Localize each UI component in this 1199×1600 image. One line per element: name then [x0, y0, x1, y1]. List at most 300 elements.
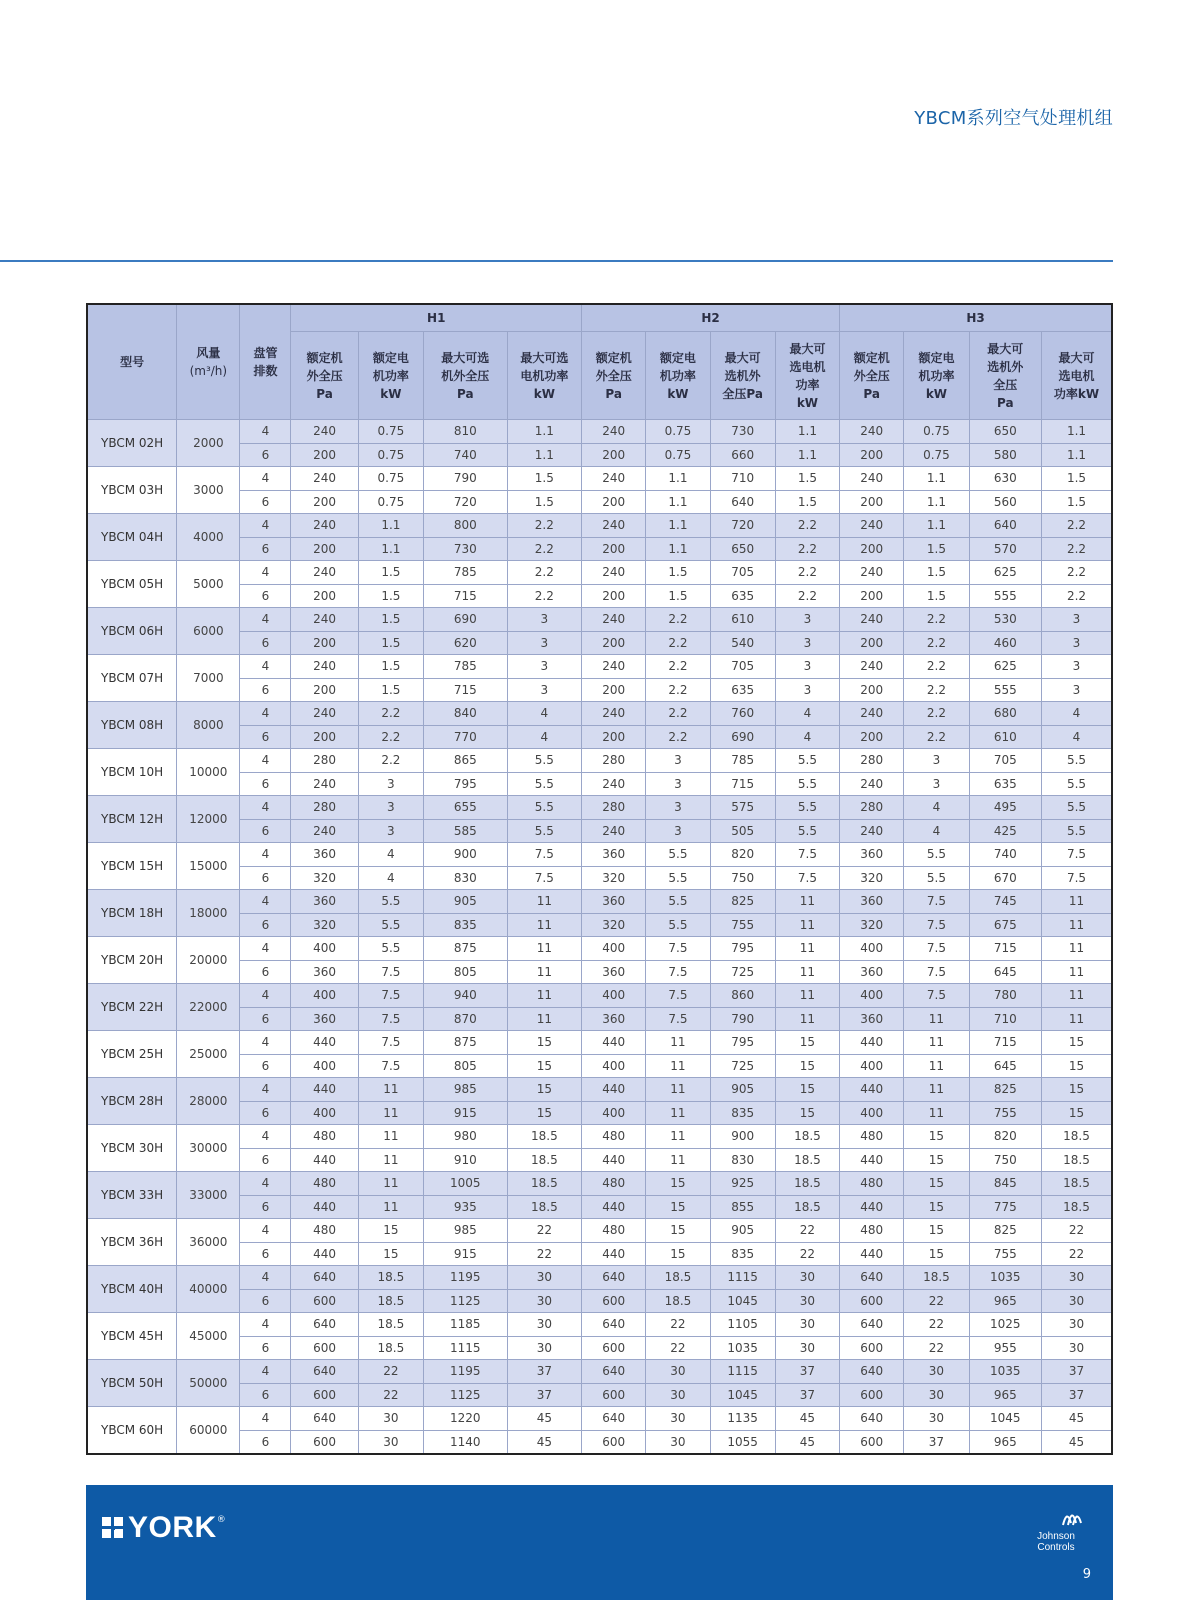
- value-cell: 11: [646, 1148, 710, 1172]
- value-cell: 240: [291, 702, 358, 726]
- value-cell: 935: [424, 1195, 508, 1219]
- value-cell: 240: [291, 420, 358, 444]
- value-cell: 3: [775, 678, 839, 702]
- coil-rows-cell: 6: [240, 1242, 291, 1266]
- value-cell: 630: [969, 467, 1041, 491]
- value-cell: 240: [840, 819, 904, 843]
- value-cell: 3: [1041, 631, 1112, 655]
- value-cell: 200: [582, 631, 646, 655]
- value-cell: 3: [775, 631, 839, 655]
- value-cell: 2.2: [646, 702, 710, 726]
- table-row: [87, 1219, 1112, 1243]
- value-cell: 570: [969, 537, 1041, 561]
- airflow-cell: 8000: [177, 702, 240, 749]
- value-cell: 440: [291, 1031, 358, 1055]
- value-cell: 11: [507, 960, 581, 984]
- value-cell: 240: [582, 702, 646, 726]
- value-cell: 30: [1041, 1336, 1112, 1360]
- header-group-h3: H3: [840, 304, 1112, 332]
- value-cell: 480: [582, 1172, 646, 1196]
- header-h2-col-3: 最大可 选机外 全压Pa: [710, 332, 775, 420]
- model-cell: YBCM 07H: [87, 655, 177, 702]
- value-cell: 820: [710, 843, 775, 867]
- value-cell: 18.5: [1041, 1172, 1112, 1196]
- value-cell: 870: [424, 1007, 508, 1031]
- value-cell: 11: [1041, 913, 1112, 937]
- value-cell: 200: [840, 584, 904, 608]
- value-cell: 1115: [710, 1266, 775, 1290]
- value-cell: 7.5: [358, 960, 423, 984]
- value-cell: 1.5: [358, 678, 423, 702]
- value-cell: 15: [904, 1148, 969, 1172]
- value-cell: 1.5: [646, 584, 710, 608]
- value-cell: 640: [840, 1266, 904, 1290]
- coil-rows-cell: 6: [240, 1148, 291, 1172]
- value-cell: 955: [969, 1336, 1041, 1360]
- value-cell: 37: [775, 1360, 839, 1384]
- model-cell: YBCM 08H: [87, 702, 177, 749]
- value-cell: 11: [775, 984, 839, 1008]
- value-cell: 1.5: [507, 490, 581, 514]
- value-cell: 30: [904, 1360, 969, 1384]
- table-row: [87, 631, 1112, 655]
- value-cell: 0.75: [358, 443, 423, 467]
- value-cell: 18.5: [775, 1148, 839, 1172]
- value-cell: 11: [358, 1101, 423, 1125]
- value-cell: 11: [1041, 1007, 1112, 1031]
- value-cell: 740: [969, 843, 1041, 867]
- value-cell: 4: [904, 819, 969, 843]
- value-cell: 1.1: [358, 537, 423, 561]
- value-cell: 710: [710, 467, 775, 491]
- value-cell: 1035: [710, 1336, 775, 1360]
- coil-rows-cell: 6: [240, 1430, 291, 1454]
- value-cell: 795: [710, 1031, 775, 1055]
- value-cell: 18.5: [507, 1125, 581, 1149]
- value-cell: 2.2: [646, 678, 710, 702]
- value-cell: 2.2: [358, 749, 423, 773]
- value-cell: 2.2: [775, 584, 839, 608]
- value-cell: 750: [710, 866, 775, 890]
- value-cell: 15: [507, 1031, 581, 1055]
- value-cell: 900: [710, 1125, 775, 1149]
- value-cell: 3: [904, 749, 969, 773]
- value-cell: 830: [710, 1148, 775, 1172]
- value-cell: 865: [424, 749, 508, 773]
- value-cell: 795: [710, 937, 775, 961]
- airflow-cell: 18000: [177, 890, 240, 937]
- value-cell: 15: [904, 1219, 969, 1243]
- value-cell: 835: [710, 1242, 775, 1266]
- value-cell: 425: [969, 819, 1041, 843]
- value-cell: 15: [646, 1219, 710, 1243]
- value-cell: 635: [710, 584, 775, 608]
- value-cell: 11: [775, 960, 839, 984]
- header-h1-col-3: 最大可选 机外全压 Pa: [424, 332, 508, 420]
- value-cell: 240: [840, 655, 904, 679]
- coil-rows-cell: 4: [240, 608, 291, 632]
- value-cell: 320: [582, 866, 646, 890]
- table-row: [87, 843, 1112, 867]
- value-cell: 15: [507, 1054, 581, 1078]
- model-cell: YBCM 50H: [87, 1360, 177, 1407]
- value-cell: 4: [507, 702, 581, 726]
- table-row: [87, 1007, 1112, 1031]
- value-cell: 830: [424, 866, 508, 890]
- value-cell: 600: [291, 1336, 358, 1360]
- value-cell: 18.5: [358, 1313, 423, 1337]
- value-cell: 1.5: [775, 490, 839, 514]
- value-cell: 835: [424, 913, 508, 937]
- value-cell: 965: [969, 1289, 1041, 1313]
- value-cell: 30: [646, 1430, 710, 1454]
- value-cell: 15: [904, 1242, 969, 1266]
- table-row: [87, 608, 1112, 632]
- value-cell: 5.5: [358, 913, 423, 937]
- coil-rows-cell: 4: [240, 1078, 291, 1102]
- value-cell: 555: [969, 584, 1041, 608]
- value-cell: 2.2: [904, 725, 969, 749]
- model-cell: YBCM 45H: [87, 1313, 177, 1360]
- value-cell: 580: [969, 443, 1041, 467]
- value-cell: 11: [358, 1125, 423, 1149]
- value-cell: 360: [840, 890, 904, 914]
- value-cell: 1.5: [904, 561, 969, 585]
- value-cell: 18.5: [1041, 1148, 1112, 1172]
- value-cell: 30: [507, 1336, 581, 1360]
- model-cell: YBCM 28H: [87, 1078, 177, 1125]
- value-cell: 11: [358, 1172, 423, 1196]
- value-cell: 11: [358, 1078, 423, 1102]
- value-cell: 400: [582, 937, 646, 961]
- value-cell: 440: [582, 1031, 646, 1055]
- value-cell: 985: [424, 1078, 508, 1102]
- value-cell: 1045: [710, 1289, 775, 1313]
- value-cell: 7.5: [646, 1007, 710, 1031]
- value-cell: 7.5: [358, 1007, 423, 1031]
- value-cell: 1035: [969, 1360, 1041, 1384]
- value-cell: 940: [424, 984, 508, 1008]
- header-divider: [0, 260, 1113, 262]
- value-cell: 37: [507, 1383, 581, 1407]
- value-cell: 37: [775, 1383, 839, 1407]
- spec-table: [86, 303, 1113, 1455]
- value-cell: 30: [1041, 1313, 1112, 1337]
- value-cell: 910: [424, 1148, 508, 1172]
- value-cell: 440: [291, 1148, 358, 1172]
- header-airflow: 风量 (m³/h): [177, 304, 240, 420]
- value-cell: 15: [1041, 1054, 1112, 1078]
- value-cell: 200: [840, 678, 904, 702]
- value-cell: 11: [775, 890, 839, 914]
- value-cell: 440: [582, 1242, 646, 1266]
- model-cell: YBCM 06H: [87, 608, 177, 655]
- value-cell: 200: [582, 537, 646, 561]
- value-cell: 715: [710, 772, 775, 796]
- value-cell: 360: [582, 960, 646, 984]
- page-number: 9: [1082, 1567, 1091, 1582]
- value-cell: 905: [424, 890, 508, 914]
- value-cell: 11: [904, 1054, 969, 1078]
- value-cell: 600: [582, 1336, 646, 1360]
- value-cell: 200: [840, 537, 904, 561]
- header-h2-col-1: 额定机 外全压 Pa: [582, 332, 646, 420]
- value-cell: 0.75: [646, 420, 710, 444]
- value-cell: 5.5: [775, 772, 839, 796]
- value-cell: 22: [358, 1383, 423, 1407]
- value-cell: 11: [358, 1148, 423, 1172]
- airflow-cell: 7000: [177, 655, 240, 702]
- value-cell: 905: [710, 1078, 775, 1102]
- header-coil-rows: 盘管 排数: [240, 304, 291, 420]
- value-cell: 2.2: [775, 514, 839, 538]
- airflow-cell: 45000: [177, 1313, 240, 1360]
- value-cell: 820: [969, 1125, 1041, 1149]
- airflow-cell: 12000: [177, 796, 240, 843]
- value-cell: 4: [1041, 702, 1112, 726]
- value-cell: 715: [969, 937, 1041, 961]
- model-cell: YBCM 18H: [87, 890, 177, 937]
- value-cell: 4: [775, 725, 839, 749]
- value-cell: 0.75: [646, 443, 710, 467]
- value-cell: 22: [646, 1336, 710, 1360]
- value-cell: 825: [969, 1078, 1041, 1102]
- value-cell: 1.1: [1041, 443, 1112, 467]
- value-cell: 600: [291, 1289, 358, 1313]
- value-cell: 5.5: [904, 866, 969, 890]
- value-cell: 3: [358, 772, 423, 796]
- value-cell: 460: [969, 631, 1041, 655]
- model-cell: YBCM 22H: [87, 984, 177, 1031]
- airflow-cell: 5000: [177, 561, 240, 608]
- value-cell: 0.75: [358, 420, 423, 444]
- value-cell: 15: [507, 1101, 581, 1125]
- value-cell: 0.75: [358, 490, 423, 514]
- table-row: [87, 819, 1112, 843]
- value-cell: 280: [291, 796, 358, 820]
- value-cell: 30: [1041, 1266, 1112, 1290]
- airflow-cell: 60000: [177, 1407, 240, 1455]
- value-cell: 600: [840, 1430, 904, 1454]
- value-cell: 1.5: [358, 655, 423, 679]
- value-cell: 7.5: [358, 984, 423, 1008]
- model-cell: YBCM 60H: [87, 1407, 177, 1455]
- value-cell: 825: [710, 890, 775, 914]
- value-cell: 1005: [424, 1172, 508, 1196]
- value-cell: 7.5: [775, 843, 839, 867]
- value-cell: 645: [969, 960, 1041, 984]
- value-cell: 600: [840, 1336, 904, 1360]
- value-cell: 640: [291, 1313, 358, 1337]
- value-cell: 670: [969, 866, 1041, 890]
- value-cell: 7.5: [646, 937, 710, 961]
- coil-rows-cell: 6: [240, 819, 291, 843]
- york-wordmark: YORK: [128, 1511, 217, 1544]
- value-cell: 555: [969, 678, 1041, 702]
- airflow-cell: 28000: [177, 1078, 240, 1125]
- value-cell: 855: [710, 1195, 775, 1219]
- value-cell: 440: [291, 1242, 358, 1266]
- value-cell: 1.5: [358, 561, 423, 585]
- value-cell: 1.1: [358, 514, 423, 538]
- value-cell: 11: [1041, 960, 1112, 984]
- value-cell: 650: [710, 537, 775, 561]
- value-cell: 610: [710, 608, 775, 632]
- value-cell: 7.5: [904, 890, 969, 914]
- value-cell: 5.5: [358, 937, 423, 961]
- model-cell: YBCM 02H: [87, 420, 177, 467]
- value-cell: 320: [582, 913, 646, 937]
- airflow-cell: 50000: [177, 1360, 240, 1407]
- value-cell: 320: [840, 866, 904, 890]
- value-cell: 760: [710, 702, 775, 726]
- value-cell: 600: [582, 1430, 646, 1454]
- coil-rows-cell: 4: [240, 1172, 291, 1196]
- table-row: [87, 1430, 1112, 1454]
- value-cell: 5.5: [646, 913, 710, 937]
- value-cell: 440: [840, 1031, 904, 1055]
- coil-rows-cell: 4: [240, 796, 291, 820]
- value-cell: 240: [291, 608, 358, 632]
- value-cell: 280: [582, 749, 646, 773]
- value-cell: 1.5: [646, 561, 710, 585]
- value-cell: 200: [840, 443, 904, 467]
- value-cell: 360: [291, 890, 358, 914]
- value-cell: 7.5: [1041, 843, 1112, 867]
- value-cell: 625: [969, 561, 1041, 585]
- coil-rows-cell: 6: [240, 443, 291, 467]
- value-cell: 18.5: [646, 1266, 710, 1290]
- value-cell: 30: [507, 1266, 581, 1290]
- value-cell: 0.75: [904, 443, 969, 467]
- table-row: [87, 1383, 1112, 1407]
- value-cell: 22: [904, 1336, 969, 1360]
- value-cell: 790: [424, 467, 508, 491]
- york-logo: [102, 1511, 226, 1545]
- header-group-h2: H2: [582, 304, 840, 332]
- value-cell: 11: [507, 984, 581, 1008]
- value-cell: 5.5: [904, 843, 969, 867]
- value-cell: 480: [291, 1172, 358, 1196]
- model-cell: YBCM 10H: [87, 749, 177, 796]
- value-cell: 15: [1041, 1031, 1112, 1055]
- table-row: [87, 678, 1112, 702]
- value-cell: 720: [424, 490, 508, 514]
- value-cell: 1045: [969, 1407, 1041, 1431]
- value-cell: 440: [840, 1148, 904, 1172]
- value-cell: 3: [646, 796, 710, 820]
- value-cell: 2.2: [507, 537, 581, 561]
- coil-rows-cell: 6: [240, 1289, 291, 1313]
- value-cell: 795: [424, 772, 508, 796]
- value-cell: 3: [1041, 678, 1112, 702]
- value-cell: 5.5: [507, 796, 581, 820]
- value-cell: 200: [291, 725, 358, 749]
- model-cell: YBCM 40H: [87, 1266, 177, 1313]
- coil-rows-cell: 4: [240, 561, 291, 585]
- value-cell: 1.1: [1041, 420, 1112, 444]
- value-cell: 4: [1041, 725, 1112, 749]
- value-cell: 7.5: [646, 960, 710, 984]
- value-cell: 575: [710, 796, 775, 820]
- value-cell: 1.5: [904, 584, 969, 608]
- value-cell: 400: [291, 937, 358, 961]
- value-cell: 30: [904, 1407, 969, 1431]
- value-cell: 875: [424, 1031, 508, 1055]
- coil-rows-cell: 4: [240, 937, 291, 961]
- value-cell: 7.5: [1041, 866, 1112, 890]
- value-cell: 18.5: [775, 1172, 839, 1196]
- johnson-controls-logo: Johnson Controls: [1027, 1505, 1085, 1553]
- value-cell: 11: [904, 1007, 969, 1031]
- value-cell: 45: [507, 1430, 581, 1454]
- value-cell: 200: [582, 584, 646, 608]
- value-cell: 705: [710, 561, 775, 585]
- value-cell: 3: [507, 655, 581, 679]
- value-cell: 7.5: [904, 937, 969, 961]
- coil-rows-cell: 6: [240, 913, 291, 937]
- value-cell: 1.1: [904, 514, 969, 538]
- coil-rows-cell: 4: [240, 514, 291, 538]
- airflow-cell: 3000: [177, 467, 240, 514]
- value-cell: 905: [710, 1219, 775, 1243]
- value-cell: 30: [775, 1266, 839, 1290]
- value-cell: 7.5: [904, 984, 969, 1008]
- value-cell: 985: [424, 1219, 508, 1243]
- value-cell: 400: [582, 984, 646, 1008]
- value-cell: 11: [646, 1031, 710, 1055]
- value-cell: 240: [840, 772, 904, 796]
- page-title: YBCM系列空气处理机组: [914, 108, 1113, 129]
- value-cell: 22: [904, 1289, 969, 1313]
- value-cell: 5.5: [646, 866, 710, 890]
- value-cell: 22: [1041, 1242, 1112, 1266]
- value-cell: 7.5: [358, 1031, 423, 1055]
- value-cell: 200: [582, 725, 646, 749]
- value-cell: 480: [291, 1125, 358, 1149]
- value-cell: 30: [775, 1313, 839, 1337]
- value-cell: 30: [358, 1430, 423, 1454]
- value-cell: 15: [775, 1031, 839, 1055]
- value-cell: 240: [582, 608, 646, 632]
- value-cell: 240: [291, 561, 358, 585]
- value-cell: 18.5: [646, 1289, 710, 1313]
- table-row: [87, 866, 1112, 890]
- value-cell: 600: [840, 1383, 904, 1407]
- value-cell: 600: [582, 1383, 646, 1407]
- value-cell: 705: [710, 655, 775, 679]
- value-cell: 810: [424, 420, 508, 444]
- value-cell: 5.5: [358, 890, 423, 914]
- value-cell: 3: [507, 678, 581, 702]
- value-cell: 2.2: [507, 584, 581, 608]
- value-cell: 5.5: [1041, 772, 1112, 796]
- coil-rows-cell: 6: [240, 490, 291, 514]
- registered-mark: ®: [216, 1515, 226, 1525]
- footer-band: [86, 1485, 1113, 1600]
- model-cell: YBCM 36H: [87, 1219, 177, 1266]
- value-cell: 7.5: [358, 1054, 423, 1078]
- value-cell: 11: [646, 1054, 710, 1078]
- value-cell: 22: [775, 1219, 839, 1243]
- value-cell: 680: [969, 702, 1041, 726]
- value-cell: 650: [969, 420, 1041, 444]
- value-cell: 22: [775, 1242, 839, 1266]
- value-cell: 200: [291, 490, 358, 514]
- value-cell: 3: [646, 749, 710, 773]
- value-cell: 440: [840, 1195, 904, 1219]
- value-cell: 15: [358, 1242, 423, 1266]
